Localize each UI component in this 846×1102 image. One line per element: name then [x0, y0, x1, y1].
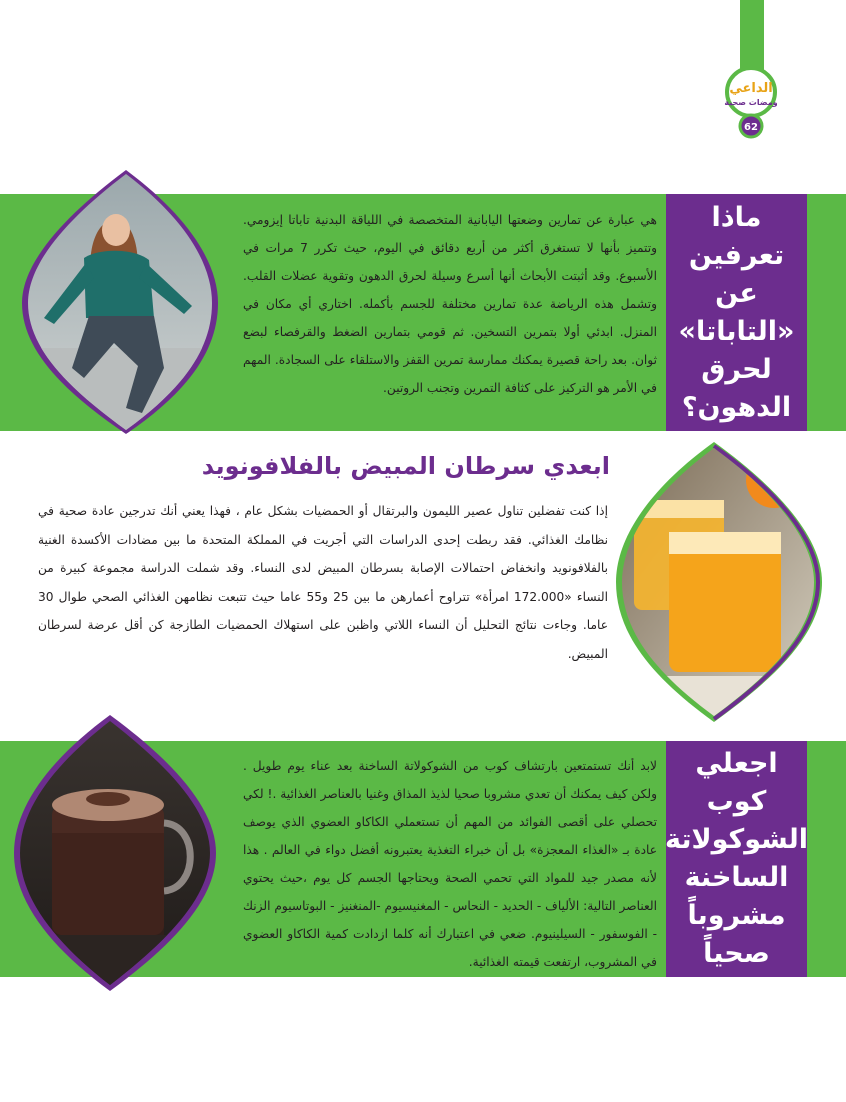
- section1-title-line: لحرق: [701, 353, 772, 385]
- section3-title: [665, 745, 808, 973]
- section1-title: [666, 199, 807, 427]
- section2-title: ابعدي سرطان المبيض بالفلافونويد: [201, 452, 610, 480]
- section2-body-text: إذا كنت تفضلين تناول عصير الليمون والبرتقال أو الحمضيات بشكل عام ، فهذا يعني أنك تدرجين عادة صحية في نظامك الغذائي. فقد ربطت إحدى الدراسات التي أجريت في المملكة المتحدة ما بين مضادات الأكسدة الغنية بالفلافونويد وانخفاض احتمالات الإصابة بسرطان المبيض لدى النساء. وقد شملت الدراسة مجموعة كبيرة من النساء «172.000 امرأة» تتراوح أعمارهن ما بين 25 و55 عاما حيث تتبعت نظامهن الغذائي الصحي طوال 30 عاما. وجاءت نتائج التحليل أن النساء اللاتي واظبن على استهلاك الحمضيات الطازجة كن أقل عرضة لسرطان المبيض.: [38, 504, 608, 661]
- section3-title-line: اجعلي كوب: [695, 748, 778, 817]
- page-number: 62: [744, 122, 758, 133]
- logo-sub-text: ومضات صحية: [724, 98, 778, 107]
- section1-title-line: الدهون؟: [681, 391, 792, 423]
- magazine-logo: [712, 62, 790, 140]
- section1-title-line: «التاباتا»: [678, 315, 795, 347]
- section1-photo-woman-exercising: [14, 168, 224, 434]
- section1-title-line: تعرفين عن: [688, 239, 785, 309]
- section1-title-box: [666, 194, 807, 431]
- section1-title-line: ماذا: [711, 201, 762, 233]
- section1-body-text: هي عبارة عن تمارين وضعتها اليابانية المتخصصة في اللياقة البدنية تاباتا إيزومي. وتتميز بأنها لا تستغرق أكثر من أربع دقائق في اليوم، حيث تكرر 7 مرات في الأسبوع. وقد أثبتت الأبحاث أنها أسرع وسيلة لحرق الدهون وتقوية عضلات القلب. وتشمل هذه الرياضة عدة تمارين مختلفة للجسم بأكمله. اختاري أي مكان في المنزل. ابدئي أولا بتمرين التسخين. ثم قومي بتمارين الضغط والقرفصاء لبضع ثوان. بعد راحة قصيرة يمكنك ممارسة تمرين القفز والاستلقاء على السجادة. المهم في الأمر هو التركيز على كثافة التمرين وتجنب الروتين.: [243, 213, 657, 395]
- section3-title-line: الشوكولاتة: [664, 824, 809, 855]
- section3-title-line: مشروباً: [687, 900, 786, 931]
- section3-body-text: لابد أنك تستمتعين بارتشاف كوب من الشوكولاتة الساخنة بعد عناء يوم طويل . ولكن كيف يمكنك أن تعدي مشروبا صحيا لذيذ المذاق وغنيا بالعناصر الغذائية .! لكي تحصلي على أقصى الفوائد من المهم أن تستعملي الكاكاو العضوي الذي يوصف عادة بـ «الغذاء المعجزة» بل أن خبراء التغذية يعتبرونه أفضل دواء في العالم . هذا لأنه مصدر جيد للمواد التي تحمي الصحة ويحتاجها الجسم كل يوم ،حيث يحتوي العناصر التالية: الألياف - الحديد - النحاس - المغنيسيوم -المنغنيز - البوتاسيوم الزنك - الفوسفور - السيلينيوم. ضعي في اعتبارك أنه كلما ازدادت كمية الكاكاو العضوي في المشروب، ارتفعت قيمته الغذائية.: [243, 759, 657, 969]
- section3-title-box: [666, 741, 807, 977]
- section3-title-line: الساخنة: [684, 862, 789, 893]
- section2-photo-orange-juice: [614, 440, 826, 724]
- section3-photo-hot-chocolate: [14, 713, 226, 993]
- logo-brand-text: الداعي: [729, 81, 773, 96]
- section3-title-line: صحياً: [703, 938, 770, 969]
